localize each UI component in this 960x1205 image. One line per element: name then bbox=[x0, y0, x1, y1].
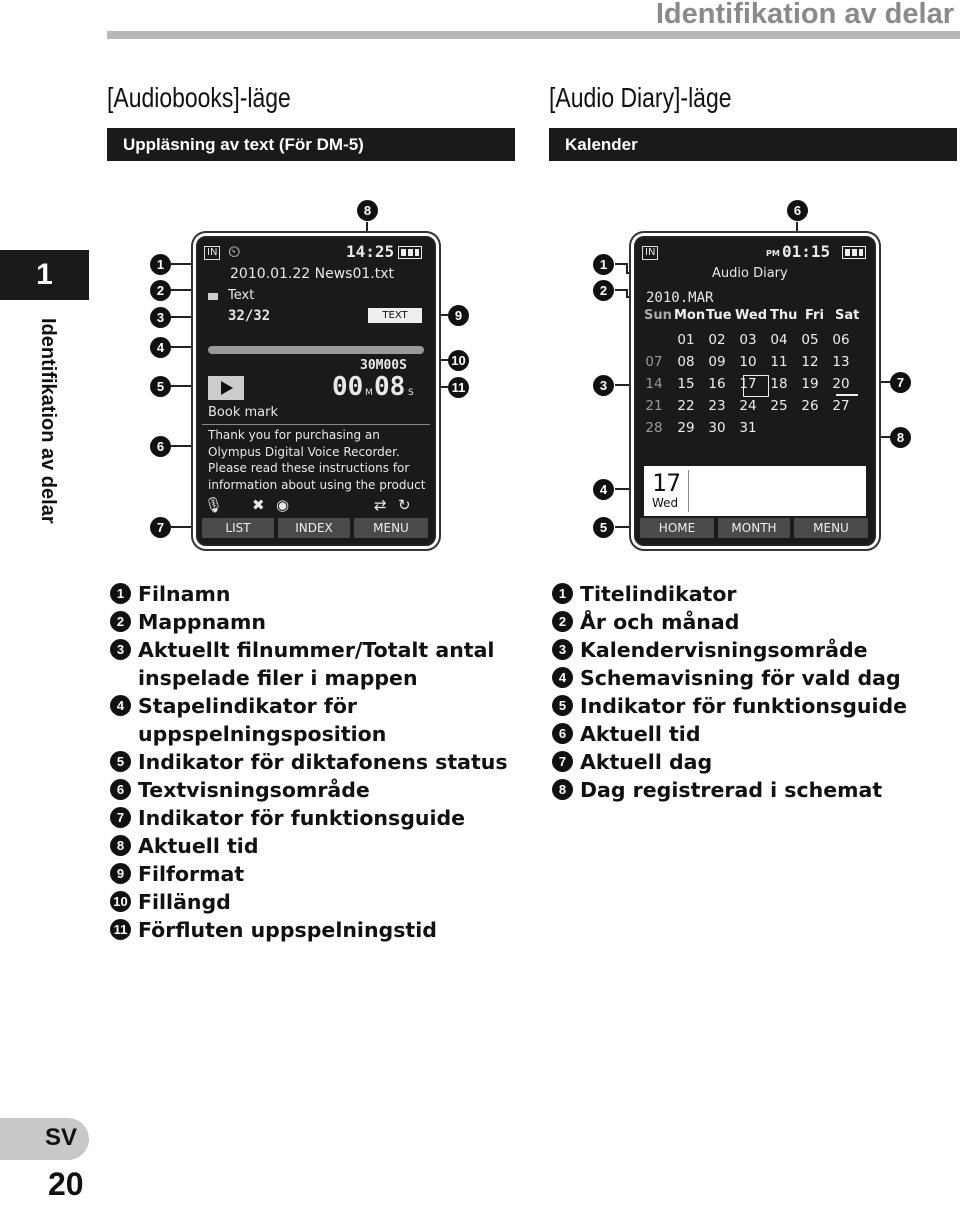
left-section-title: [Audiobooks]-läge bbox=[107, 82, 291, 113]
softkey-menu[interactable]: MENU bbox=[794, 518, 868, 538]
calendar-day[interactable]: 26 bbox=[801, 398, 819, 414]
softkey-home[interactable]: HOME bbox=[640, 518, 714, 538]
timer-icon: ⏲ bbox=[228, 242, 241, 261]
legend-item bbox=[110, 916, 530, 944]
legend-number: 3 bbox=[110, 639, 131, 660]
callout-right-3: 3 bbox=[593, 375, 614, 396]
calendar-day[interactable]: 21 bbox=[645, 398, 663, 414]
weekday-header: Fri bbox=[805, 308, 824, 323]
shuffle-icon: ⇄ bbox=[374, 496, 387, 514]
legend-item bbox=[110, 608, 530, 636]
calendar-day[interactable]: 03 bbox=[739, 332, 757, 348]
legend-number: 5 bbox=[110, 751, 131, 772]
minutes-unit: M bbox=[365, 388, 373, 398]
callout-right-2: 2 bbox=[593, 280, 614, 301]
calendar-day[interactable]: 18 bbox=[770, 376, 788, 392]
callout-left-11: 11 bbox=[448, 377, 469, 398]
calendar-day[interactable]: 22 bbox=[677, 398, 695, 414]
calendar-day[interactable]: 16 bbox=[708, 376, 726, 392]
play-status-icon bbox=[208, 376, 244, 400]
legend-text: Aktuell tid bbox=[138, 834, 259, 858]
legend-text: Schemavisning för vald dag bbox=[580, 666, 901, 690]
calendar-day[interactable]: 11 bbox=[770, 354, 788, 370]
calendar-day[interactable]: 14 bbox=[645, 376, 663, 392]
callout-left-8: 8 bbox=[357, 200, 378, 221]
calendar-day[interactable]: 19 bbox=[801, 376, 819, 392]
legend-number: 8 bbox=[552, 779, 573, 800]
calendar-day[interactable]: 08 bbox=[677, 354, 695, 370]
calendar-day[interactable]: 25 bbox=[770, 398, 788, 414]
right-section-bar: Kalender bbox=[549, 128, 957, 161]
legend-item bbox=[110, 748, 530, 776]
legend-text: Dag registrerad i schemat bbox=[580, 778, 883, 802]
calendar-day[interactable]: 31 bbox=[739, 420, 757, 436]
page-header-title: Identifikation av delar bbox=[655, 0, 954, 30]
legend-number: 1 bbox=[552, 583, 573, 604]
calendar-day[interactable]: 28 bbox=[645, 420, 663, 436]
calendar-day[interactable]: 09 bbox=[708, 354, 726, 370]
current-time: 14:25 bbox=[346, 242, 395, 261]
weekday-header: Sun bbox=[644, 308, 672, 323]
left-section-bar: Uppläsning av text (För DM-5) bbox=[107, 128, 515, 161]
chapter-vertical-label: Identifikation av delar bbox=[37, 318, 59, 524]
pm-indicator: PM bbox=[766, 249, 780, 258]
legend-number: 1 bbox=[110, 583, 131, 604]
legend-item bbox=[552, 580, 957, 608]
legend-text: Indikator för diktafonens status bbox=[138, 750, 508, 774]
legend-text: Stapelindikator för bbox=[138, 694, 358, 718]
text-line: Olympus Digital Voice Recorder. bbox=[208, 444, 400, 459]
year-month: 2010.MAR bbox=[646, 290, 714, 306]
page-number: 20 bbox=[48, 1166, 84, 1202]
legend-number: 6 bbox=[110, 779, 131, 800]
legend-number: 5 bbox=[552, 695, 573, 716]
legend-text: Titelindikator bbox=[580, 582, 737, 606]
legend-item bbox=[110, 860, 530, 888]
legend-item bbox=[552, 692, 957, 720]
right-section-title: [Audio Diary]-läge bbox=[549, 82, 732, 113]
chapter-tab: 1 bbox=[0, 250, 89, 300]
noise-cancel-icon: ✖ bbox=[252, 496, 265, 514]
text-line: Thank you for purchasing an bbox=[208, 428, 380, 442]
file-name: 2010.01.22 News01.txt bbox=[230, 266, 394, 282]
callout-left-7: 7 bbox=[150, 517, 171, 538]
callout-left-1: 1 bbox=[150, 254, 171, 275]
calendar-day[interactable]: 01 bbox=[677, 332, 695, 348]
legend-number: 10 bbox=[110, 891, 131, 912]
internal-memory-badge: IN bbox=[204, 246, 220, 260]
legend-item bbox=[552, 748, 957, 776]
left-legend bbox=[110, 580, 530, 944]
callout-right-4: 4 bbox=[593, 479, 614, 500]
legend-text: Mappnamn bbox=[138, 610, 266, 634]
repeat-all-icon: ↻ bbox=[398, 496, 411, 514]
callout-right-5: 5 bbox=[593, 517, 614, 538]
calendar-day[interactable]: 23 bbox=[708, 398, 726, 414]
softkey-menu[interactable]: MENU bbox=[354, 518, 428, 538]
legend-item bbox=[110, 580, 530, 608]
callout-left-4: 4 bbox=[150, 337, 171, 358]
legend-text: Textvisningsområde bbox=[138, 778, 370, 802]
weekday-header: Wed bbox=[735, 308, 767, 323]
current-day-underline bbox=[836, 394, 858, 396]
text-line: information about using the product bbox=[208, 477, 426, 492]
calendar-day[interactable]: 17 bbox=[739, 376, 757, 392]
elapsed-seconds: 08 bbox=[374, 372, 406, 402]
selected-weekday: Wed bbox=[652, 496, 679, 510]
weekday-header: Sat bbox=[835, 308, 860, 323]
audiobooks-screen bbox=[196, 236, 436, 546]
legend-number: 3 bbox=[552, 639, 573, 660]
calendar-day[interactable]: 04 bbox=[770, 332, 788, 348]
calendar-screen bbox=[634, 236, 876, 546]
folder-name: Text bbox=[228, 288, 255, 303]
file-format-badge: TEXT bbox=[368, 308, 422, 323]
callout-right-6: 6 bbox=[787, 200, 808, 221]
legend-number: 7 bbox=[552, 751, 573, 772]
softkey-list[interactable]: LIST bbox=[202, 518, 274, 538]
playback-position-bar bbox=[208, 346, 424, 354]
legend-item bbox=[552, 776, 957, 804]
legend-number: 9 bbox=[110, 863, 131, 884]
selected-day-number: 17 bbox=[652, 469, 681, 497]
legend-number: 4 bbox=[110, 695, 131, 716]
weekday-header: Tue bbox=[706, 308, 732, 323]
schedule-divider bbox=[688, 470, 689, 512]
callout-left-2: 2 bbox=[150, 280, 171, 301]
legend-text: Aktuellt filnummer/Totalt antal bbox=[138, 638, 495, 662]
callout-right-8: 8 bbox=[890, 427, 911, 448]
legend-item bbox=[110, 832, 530, 860]
legend-text: Förfluten uppspelningstid bbox=[138, 918, 437, 942]
softkey-index[interactable]: INDEX bbox=[278, 518, 350, 538]
legend-number: 11 bbox=[110, 919, 131, 940]
legend-text: År och månad bbox=[580, 610, 740, 634]
legend-text-cont: uppspelningsposition bbox=[138, 722, 387, 746]
legend-number: 2 bbox=[552, 611, 573, 632]
calendar-day[interactable]: 05 bbox=[801, 332, 819, 348]
microphone-icon: 🎙 bbox=[204, 496, 224, 514]
calendar-day[interactable]: 30 bbox=[708, 420, 726, 436]
legend-text: Indikator för funktionsguide bbox=[138, 806, 466, 830]
weekday-header: Thu bbox=[770, 308, 798, 323]
schedule-area bbox=[644, 466, 866, 516]
legend-number: 2 bbox=[110, 611, 131, 632]
legend-item bbox=[110, 692, 530, 748]
callout-left-5: 5 bbox=[150, 376, 171, 397]
legend-number: 8 bbox=[110, 835, 131, 856]
legend-item bbox=[110, 776, 530, 804]
legend-number: 7 bbox=[110, 807, 131, 828]
calendar-day[interactable]: 12 bbox=[801, 354, 819, 370]
calendar-day[interactable]: 06 bbox=[832, 332, 850, 348]
calendar-day[interactable]: 02 bbox=[708, 332, 726, 348]
battery-icon bbox=[398, 246, 422, 259]
file-length: 30M00S bbox=[360, 358, 407, 373]
text-display-area bbox=[208, 427, 425, 493]
legend-item bbox=[552, 664, 957, 692]
text-line: Please read these instructions for bbox=[208, 461, 410, 475]
bookmark-label: Book mark bbox=[208, 405, 278, 420]
weekday-header: Mon bbox=[674, 308, 706, 323]
calendar-day[interactable]: 24 bbox=[739, 398, 757, 414]
calendar-day[interactable]: 29 bbox=[677, 420, 695, 436]
current-time: 01:15 bbox=[782, 242, 831, 261]
legend-item bbox=[552, 636, 957, 664]
legend-number: 4 bbox=[552, 667, 573, 688]
right-legend bbox=[552, 580, 957, 804]
internal-memory-badge: IN bbox=[642, 246, 658, 260]
softkey-month[interactable]: MONTH bbox=[718, 518, 790, 538]
text-divider bbox=[202, 424, 430, 425]
calendar-day[interactable]: 20 bbox=[832, 376, 850, 392]
legend-text: Indikator för funktionsguide bbox=[580, 694, 908, 718]
legend-text: Aktuell dag bbox=[580, 750, 713, 774]
legend-text: Aktuell tid bbox=[580, 722, 701, 746]
folder-icon bbox=[208, 293, 218, 300]
language-badge bbox=[0, 1118, 89, 1160]
calendar-day[interactable]: 10 bbox=[739, 354, 757, 370]
seconds-unit: S bbox=[408, 388, 414, 398]
legend-item bbox=[110, 888, 530, 916]
file-count: 32/32 bbox=[228, 308, 271, 324]
legend-item bbox=[110, 804, 530, 832]
language-label: SV bbox=[44, 1124, 77, 1151]
legend-text-cont: inspelade filer i mappen bbox=[138, 666, 418, 690]
callout-left-10: 10 bbox=[448, 350, 469, 371]
calendar-day[interactable]: 27 bbox=[832, 398, 850, 414]
title-indicator: Audio Diary bbox=[712, 266, 788, 281]
legend-text: Fillängd bbox=[138, 890, 231, 914]
calendar-day[interactable]: 15 bbox=[677, 376, 695, 392]
callout-right-1: 1 bbox=[593, 254, 614, 275]
legend-text: Filnamn bbox=[138, 582, 231, 606]
voice-filter-icon: ◉ bbox=[276, 496, 290, 514]
calendar-day[interactable]: 13 bbox=[832, 354, 850, 370]
legend-item bbox=[552, 608, 957, 636]
legend-number: 6 bbox=[552, 723, 573, 744]
legend-text: Filformat bbox=[138, 862, 245, 886]
callout-right-7: 7 bbox=[890, 372, 911, 393]
callout-left-6: 6 bbox=[150, 436, 171, 457]
calendar-day[interactable]: 07 bbox=[645, 354, 663, 370]
legend-item bbox=[110, 636, 530, 692]
legend-text: Kalendervisningsområde bbox=[580, 638, 868, 662]
selected-day-frame bbox=[743, 375, 769, 397]
callout-left-9: 9 bbox=[448, 305, 469, 326]
callout-left-3: 3 bbox=[150, 307, 171, 328]
legend-item bbox=[552, 720, 957, 748]
elapsed-minutes: 00 bbox=[332, 372, 364, 402]
